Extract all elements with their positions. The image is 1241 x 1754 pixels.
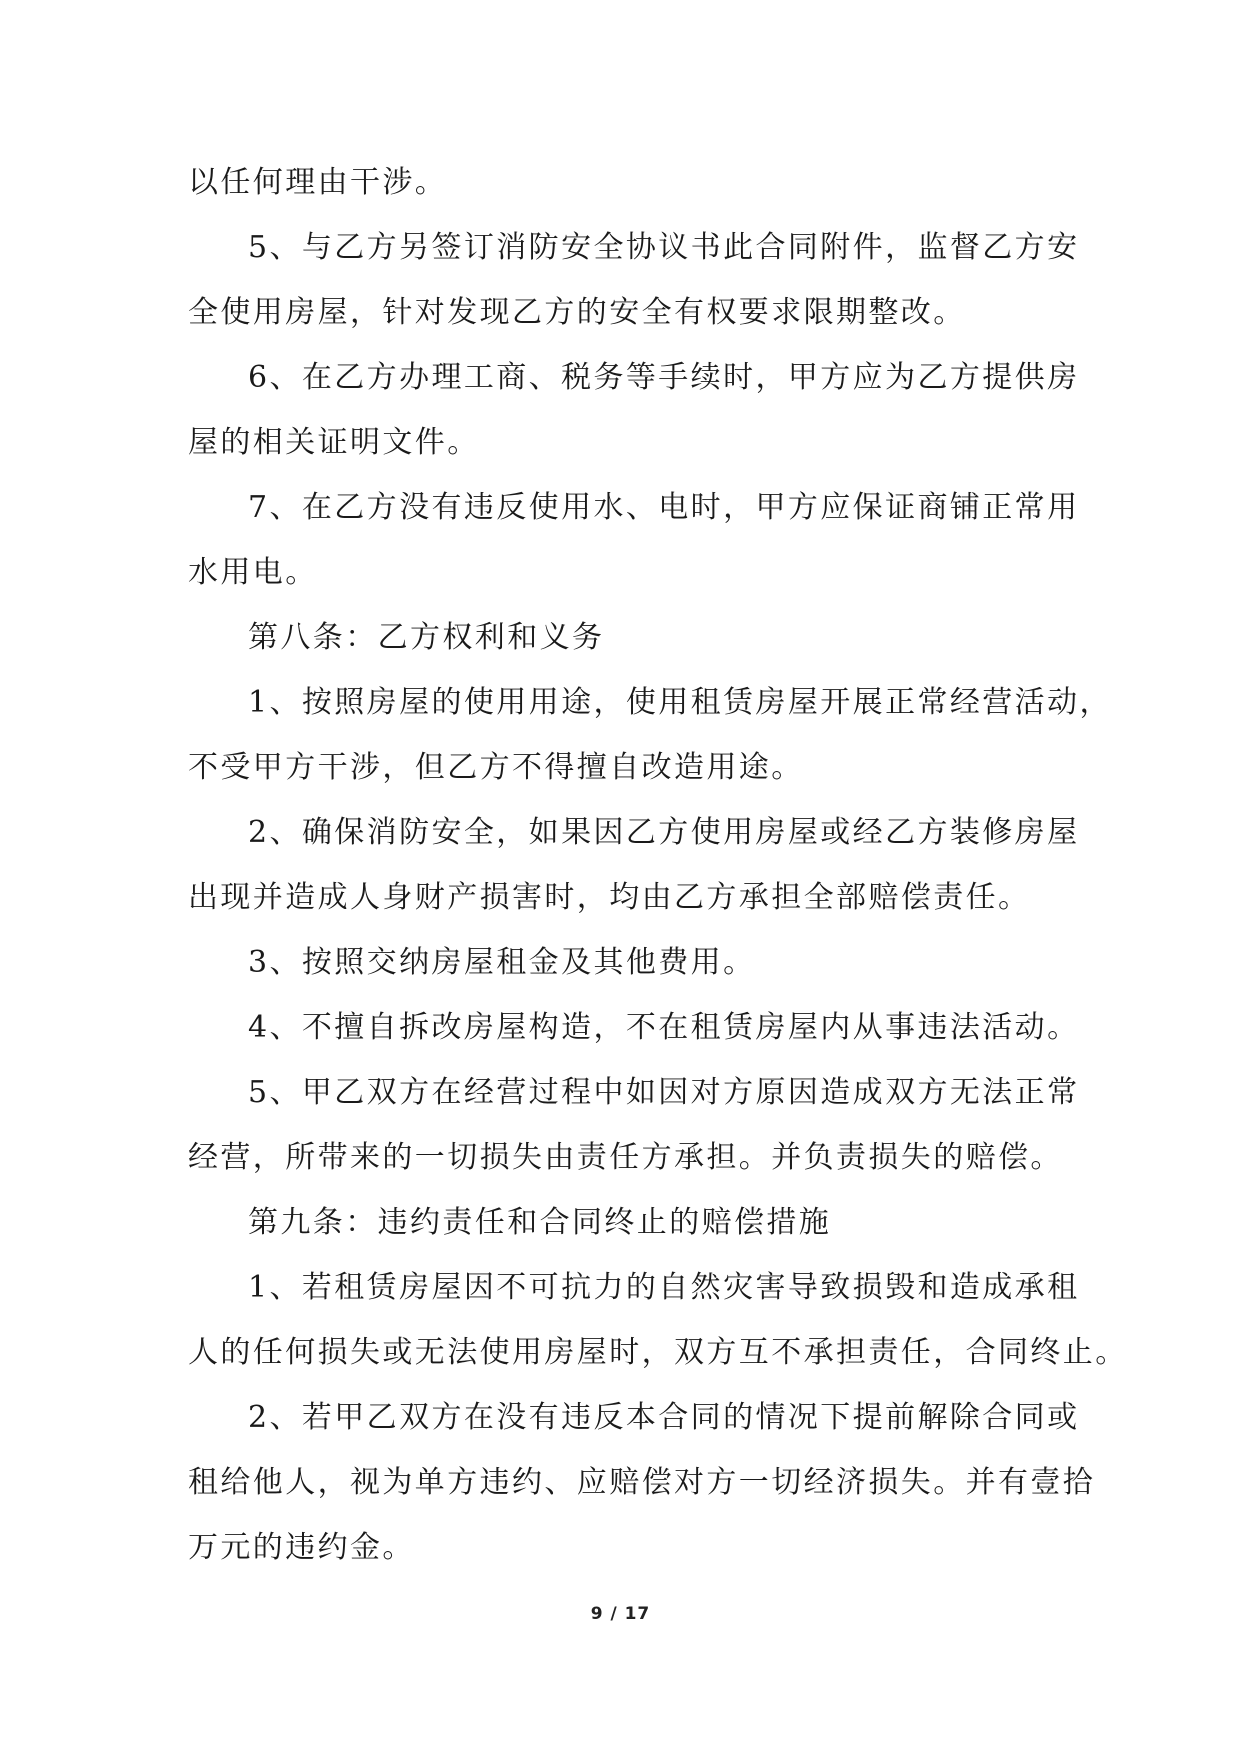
- text-line: 5、甲乙双方在经营过程中如因对方原因造成双方无法正常: [248, 1075, 1080, 1110]
- text-line: 水用电。: [188, 555, 318, 590]
- text-line: 人的任何损失或无法使用房屋时，双方互不承担责任，合同终止。: [188, 1335, 1128, 1370]
- text-line: 1、按照房屋的使用用途，使用租赁房屋开展正常经营活动，: [248, 685, 1112, 720]
- text-line: 4、不擅自拆改房屋构造，不在租赁房屋内从事违法活动。: [248, 1010, 1080, 1045]
- text-line: 以任何理由干涉。: [188, 165, 448, 200]
- text-line: 屋的相关证明文件。: [188, 425, 480, 460]
- text-line: 7、在乙方没有违反使用水、电时，甲方应保证商铺正常用: [248, 490, 1080, 525]
- text-line: 租给他人，视为单方违约、应赔偿对方一切经济损失。并有壹拾: [188, 1465, 1096, 1500]
- text-line: 出现并造成人身财产损害时，均由乙方承担全部赔偿责任。: [188, 880, 1031, 915]
- text-line: 2、若甲乙双方在没有违反本合同的情况下提前解除合同或: [248, 1400, 1080, 1435]
- text-line: 不受甲方干涉，但乙方不得擅自改造用途。: [188, 750, 804, 785]
- page-number: 9 / 17: [590, 1604, 651, 1624]
- text-line: 6、在乙方办理工商、税务等手续时，甲方应为乙方提供房: [248, 360, 1080, 395]
- document-body: [188, 150, 1128, 1580]
- text-line: 1、若租赁房屋因不可抗力的自然灾害导致损毁和造成承租: [248, 1270, 1080, 1305]
- text-line: 万元的违约金。: [188, 1530, 415, 1565]
- text-line: 5、与乙方另签订消防安全协议书此合同附件，监督乙方安: [248, 230, 1080, 265]
- text-line: 经营，所带来的一切损失由责任方承担。并负责损失的赔偿。: [188, 1140, 1063, 1175]
- section-heading: 第八条：乙方权利和义务: [248, 620, 605, 655]
- text-line: 3、按照交纳房屋租金及其他费用。: [248, 945, 756, 980]
- text-line: 2、确保消防安全，如果因乙方使用房屋或经乙方装修房屋: [248, 815, 1080, 850]
- section-heading: 第九条：违约责任和合同终止的赔偿措施: [248, 1205, 832, 1240]
- text-line: 全使用房屋，针对发现乙方的安全有权要求限期整改。: [188, 295, 966, 330]
